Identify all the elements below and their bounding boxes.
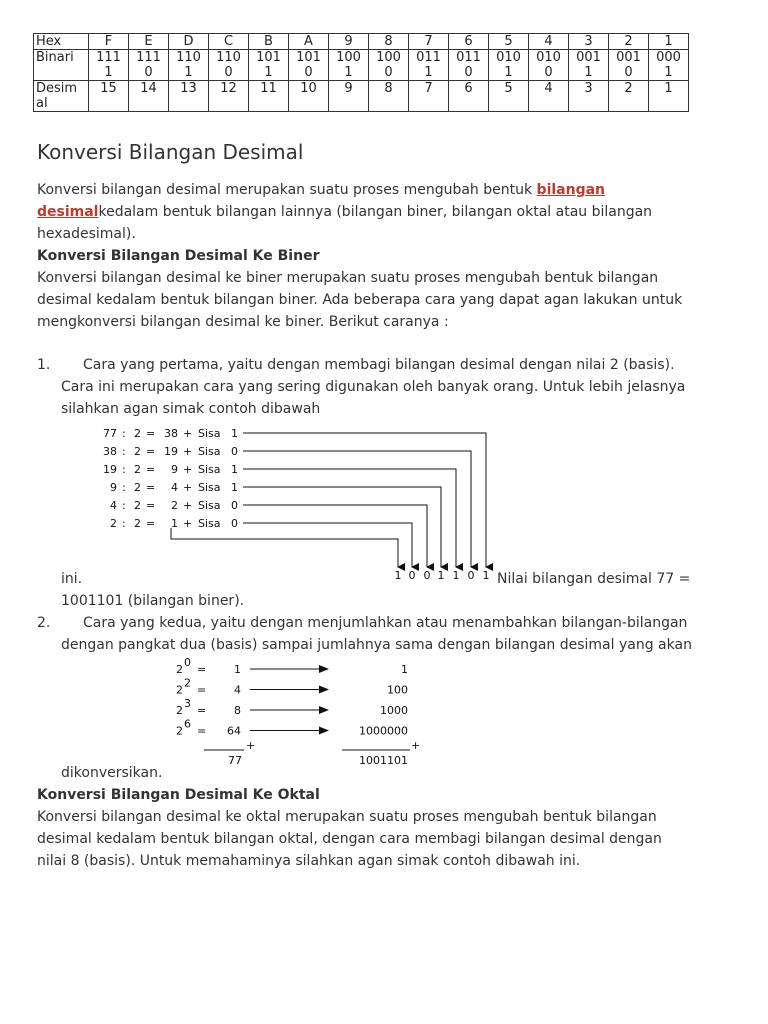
binary-cell: 001 0 — [616, 50, 641, 80]
dividend: 77 — [103, 427, 117, 440]
hex-cell: 3 — [569, 34, 609, 50]
bilangan-desimal-link-continued[interactable]: desimal — [37, 204, 99, 220]
divisor: 2 — [134, 445, 141, 458]
binary-cell: 011 0 — [456, 50, 481, 80]
decimal-cell: 9 — [329, 81, 369, 112]
power-value: 4 — [234, 683, 241, 697]
step-1-number: 1. — [37, 357, 51, 373]
sisa-label: Sisa — [198, 445, 221, 458]
plus-sign: + — [183, 427, 193, 440]
decimal-cell: 15 — [89, 81, 129, 112]
quotient: 1 — [171, 517, 178, 530]
hex-cell: C — [209, 34, 249, 50]
row-header-hex: Hex — [34, 34, 89, 50]
plus-sign: + — [183, 463, 193, 476]
hex-cell: 7 — [409, 34, 449, 50]
power-binary: 1 — [401, 663, 408, 676]
intro-text: kedalam bentuk bilangan lainnya (bilangan biner, bilangan oktal atau bilangan — [98, 204, 653, 220]
hex-cell: 8 — [369, 34, 409, 50]
equals-sign: = — [146, 517, 156, 530]
biner-paragraph-line: Konversi bilangan desimal ke biner merupakan suatu proses mengubah bentuk bilangan — [37, 270, 659, 286]
binary-cell: 000 1 — [656, 50, 681, 80]
quotient: 2 — [171, 499, 178, 512]
power-base: 2 — [176, 724, 183, 738]
row-header-binari: Binari — [34, 50, 89, 81]
decimal-cell: 5 — [489, 81, 529, 112]
result-bit: 0 — [408, 569, 416, 582]
div-operator: : — [122, 427, 126, 440]
step-1-text: silahkan agan simak contoh dibawah — [61, 401, 321, 417]
hex-cell: E — [129, 34, 169, 50]
power-exponent: 2 — [184, 676, 191, 690]
divisor: 2 — [134, 427, 141, 440]
dividend: 4 — [110, 499, 117, 512]
power-binary: 1000 — [380, 704, 408, 717]
remainder: 1 — [231, 463, 238, 476]
intro-line-3: hexadesimal). — [37, 226, 136, 242]
equals-sign: = — [146, 463, 156, 476]
binary-cell: 111 1 — [96, 50, 121, 80]
decimal-cell: 4 — [529, 81, 569, 112]
decimal-cell: 12 — [209, 81, 249, 112]
oktal-paragraph-line: desimal kedalam bentuk bilangan oktal, dengan cara membagi bilangan desimal dengan — [37, 831, 662, 847]
power-base: 2 — [176, 683, 183, 697]
hex-cell: F — [89, 34, 129, 50]
result-bit: 1 — [437, 569, 445, 582]
step-2-text: dikonversikan. — [61, 765, 163, 781]
row-header-desimal: Desim al — [36, 81, 78, 111]
step-2-number: 2. — [37, 615, 51, 631]
power-value: 8 — [234, 704, 241, 717]
power-exponent: 0 — [184, 656, 191, 669]
sum-plus-decimal: + — [246, 739, 256, 752]
dividend: 9 — [110, 481, 117, 494]
plus-sign: + — [183, 481, 193, 494]
div-operator: : — [122, 481, 126, 494]
hex-cell: 9 — [329, 34, 369, 50]
equals-sign: = — [197, 724, 207, 738]
intro-text: Konversi bilangan desimal merupakan suatu proses mengubah bentuk — [37, 182, 537, 198]
decimal-cell: 8 — [369, 81, 409, 112]
oktal-paragraph-line: Konversi bilangan desimal ke oktal merupakan suatu proses mengubah bentuk bilangan — [37, 809, 657, 825]
sum-plus-binary: + — [411, 739, 421, 752]
decimal-cell: 10 — [289, 81, 329, 112]
result-bit: 0 — [423, 569, 431, 582]
decimal-cell: 1 — [649, 81, 689, 112]
oktal-paragraph-line: nilai 8 (basis). Untuk memahaminya silahkan agan simak contoh dibawah ini. — [37, 853, 581, 869]
binary-cell: 110 1 — [176, 50, 201, 80]
power-exponent: 3 — [184, 697, 191, 710]
dividend: 2 — [110, 517, 117, 530]
step-2-text: Cara yang kedua, yaitu dengan menjumlahkan atau menambahkan bilangan-bilangan — [83, 615, 688, 631]
quotient: 19 — [164, 445, 178, 458]
remainder: 0 — [231, 499, 238, 512]
sisa-label: Sisa — [198, 517, 221, 530]
power-value: 1 — [234, 663, 241, 676]
power-base: 2 — [176, 704, 183, 717]
result-bit: 1 — [394, 569, 402, 582]
binary-cell: 010 1 — [496, 50, 521, 80]
hex-cell: D — [169, 34, 209, 50]
power-binary: 100 — [387, 683, 408, 697]
div-operator: : — [122, 463, 126, 476]
result-bit: 0 — [467, 569, 475, 582]
binary-cell: 010 0 — [536, 50, 561, 80]
heading-desimal-ke-oktal: Konversi Bilangan Desimal Ke Oktal — [37, 787, 320, 803]
dividend: 19 — [103, 463, 117, 476]
equals-sign: = — [146, 481, 156, 494]
step-2-text: dengan pangkat dua (basis) sampai jumlahnya sama dengan bilangan desimal yang akan — [61, 637, 692, 653]
div-operator: : — [122, 499, 126, 512]
remainder: 0 — [231, 517, 238, 530]
plus-sign: + — [183, 517, 193, 530]
plus-sign: + — [183, 499, 193, 512]
result-bit: 1 — [482, 569, 490, 582]
decimal-cell: 13 — [169, 81, 209, 112]
binary-cell: 001 1 — [576, 50, 601, 80]
step-1-text-ini: ini. — [61, 571, 83, 587]
step-1-text: Cara yang pertama, yaitu dengan membagi bilangan desimal dengan nilai 2 (basis). — [83, 357, 675, 373]
power-value: 64 — [227, 724, 241, 738]
binary-cell: 111 0 — [136, 50, 161, 80]
power-row — [176, 697, 408, 717]
hex-cell: 5 — [489, 34, 529, 50]
binary-cell: 110 0 — [216, 50, 241, 80]
sisa-label: Sisa — [198, 427, 221, 440]
dividend: 38 — [103, 445, 117, 458]
divisor: 2 — [134, 481, 141, 494]
binary-cell: 100 0 — [376, 50, 401, 80]
equals-sign: = — [146, 445, 156, 458]
power-row — [176, 718, 408, 738]
remainder: 0 — [231, 445, 238, 458]
page-title: Konversi Bilangan Desimal — [37, 140, 304, 164]
decimal-cell: 11 — [249, 81, 289, 112]
sum-binary: 1001101 — [359, 754, 408, 767]
binary-cell: 100 1 — [336, 50, 361, 80]
divisor: 2 — [134, 517, 141, 530]
quotient: 9 — [171, 463, 178, 476]
remainder: 1 — [231, 481, 238, 494]
div-operator: : — [122, 445, 126, 458]
power-base: 2 — [176, 663, 183, 676]
remainder: 1 — [231, 427, 238, 440]
result-bit: 1 — [452, 569, 460, 582]
quotient: 4 — [171, 481, 178, 494]
sisa-label: Sisa — [198, 499, 221, 512]
sum-decimal: 77 — [228, 754, 242, 767]
sisa-label: Sisa — [198, 463, 221, 476]
divisor: 2 — [134, 499, 141, 512]
hex-cell: B — [249, 34, 289, 50]
equals-sign: = — [146, 427, 156, 440]
hex-cell: A — [289, 34, 329, 50]
binary-cell: 101 0 — [296, 50, 321, 80]
plus-sign: + — [183, 445, 193, 458]
sisa-label: Sisa — [198, 481, 221, 494]
equals-sign: = — [146, 499, 156, 512]
equals-sign: = — [197, 704, 207, 717]
step-1-text-result: Nilai bilangan desimal 77 = — [497, 571, 691, 587]
hex-cell: 6 — [449, 34, 489, 50]
binary-cell: 101 1 — [256, 50, 281, 80]
divisor: 2 — [134, 463, 141, 476]
power-row — [176, 677, 408, 697]
decimal-cell: 3 — [569, 81, 609, 112]
decimal-cell: 2 — [609, 81, 649, 112]
biner-paragraph-line: mengkonversi bilangan desimal ke biner. Berikut caranya : — [37, 314, 449, 330]
step-1-text: 1001101 (bilangan biner). — [61, 593, 245, 609]
heading-desimal-ke-biner: Konversi Bilangan Desimal Ke Biner — [37, 248, 320, 264]
power-exponent: 6 — [184, 717, 191, 731]
decimal-cell: 7 — [409, 81, 449, 112]
power-binary: 1000000 — [359, 724, 408, 738]
hex-cell: 4 — [529, 34, 569, 50]
div-operator: : — [122, 517, 126, 530]
decimal-cell: 6 — [449, 81, 489, 112]
step-1-text: Cara ini merupakan cara yang sering digunakan oleh banyak orang. Untuk lebih jelasnya — [61, 379, 686, 395]
bilangan-desimal-link[interactable]: bilangan — [536, 182, 606, 198]
binary-cell: 011 1 — [416, 50, 441, 80]
power-row — [176, 656, 408, 676]
equals-sign: = — [197, 683, 207, 697]
quotient: 38 — [164, 427, 178, 440]
hex-cell: 1 — [649, 34, 689, 50]
biner-paragraph-line: desimal kedalam bentuk bilangan biner. Ada beberapa cara yang dapat agan lakukan untuk — [37, 292, 683, 308]
equals-sign: = — [197, 663, 207, 676]
hex-cell: 2 — [609, 34, 649, 50]
decimal-cell: 14 — [129, 81, 169, 112]
